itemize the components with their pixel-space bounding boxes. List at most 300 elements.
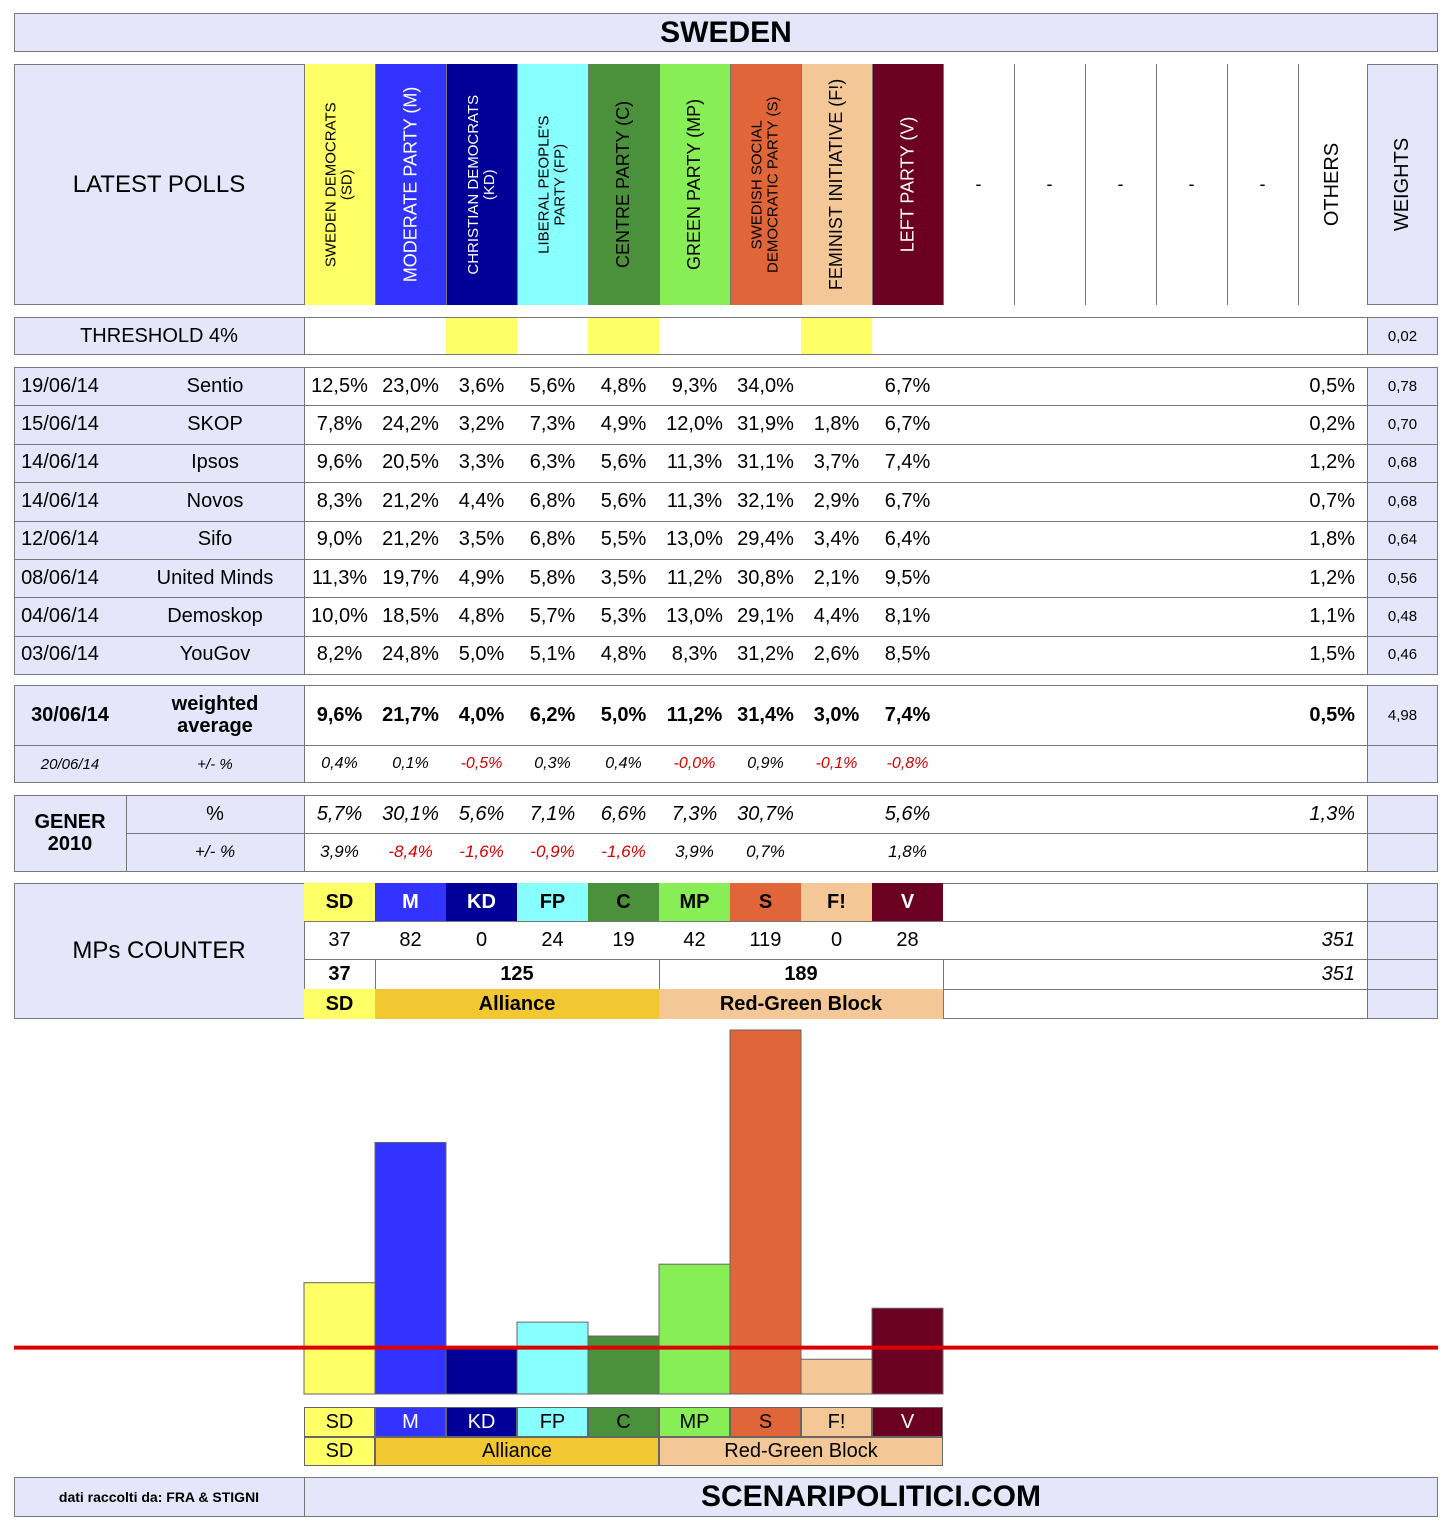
poll-value-sd-text: 9,6% — [316, 451, 363, 474]
poll-pollster — [126, 521, 304, 559]
poll-value-v-text: 6,7% — [884, 413, 931, 436]
legend-sd-text: SD — [325, 1410, 354, 1433]
poll-value-c — [588, 405, 659, 443]
average-change-c-text: 0,4% — [605, 755, 642, 772]
average-value-sd — [304, 685, 375, 745]
blank-header-4-text: - — [1259, 174, 1266, 194]
row-divider — [304, 921, 1438, 922]
poll-value-v — [872, 597, 943, 635]
poll-value-sd-text: 12,5% — [311, 374, 368, 397]
poll-value-c — [588, 367, 659, 405]
party-header-m — [375, 64, 446, 305]
average-value-c-text: 5,0% — [600, 703, 647, 726]
poll-value-mp — [659, 482, 730, 520]
mps-seats-s — [730, 921, 801, 959]
election-value-f — [801, 795, 872, 833]
average-value-mp — [659, 685, 730, 745]
poll-value-v — [872, 405, 943, 443]
poll-pollster — [126, 636, 304, 674]
poll-value-kd — [446, 521, 517, 559]
legend-group-0 — [304, 1437, 375, 1466]
average-change-mp — [659, 745, 730, 783]
mps-seats-v — [872, 921, 943, 959]
mps-seats-s-text: 119 — [749, 928, 782, 951]
poll-value-c-text: 5,6% — [600, 489, 647, 512]
election-change-m-text: -8,4% — [388, 842, 433, 861]
col-divider — [801, 64, 802, 305]
mps-seats-kd — [446, 921, 517, 959]
election-value-sd — [304, 795, 375, 833]
election-change-v — [872, 833, 943, 871]
party-header-v-text: LEFT PARTY (V) — [897, 116, 918, 253]
poll-value-c — [588, 559, 659, 597]
poll-value-mp-text: 12,0% — [666, 413, 723, 436]
average-label-text: weighted average — [171, 693, 259, 737]
poll-value-c-text: 3,5% — [600, 566, 647, 589]
average-weight — [1367, 685, 1438, 745]
party-header-c — [588, 64, 659, 305]
poll-value-v — [872, 521, 943, 559]
party-header-fp-text: LIBERAL PEOPLE'S PARTY (FP) — [535, 115, 569, 254]
party-header-mp — [659, 64, 730, 305]
poll-pollster-text: United Minds — [156, 566, 274, 589]
poll-pollster — [126, 367, 304, 405]
poll-value-fp-text: 6,8% — [529, 489, 576, 512]
poll-value-f — [801, 636, 872, 674]
election-label-text: GENER 2010 — [34, 811, 106, 855]
poll-value-v-text: 7,4% — [884, 451, 931, 474]
poll-value-s — [730, 405, 801, 443]
poll-value-s-text: 29,4% — [737, 528, 794, 551]
poll-date — [14, 482, 106, 520]
election-change-mp-text: 3,9% — [675, 842, 714, 861]
poll-value-s-text: 31,1% — [737, 451, 794, 474]
poll-value-c — [588, 636, 659, 674]
mps-total — [1278, 921, 1367, 959]
poll-value-sd — [304, 597, 375, 635]
poll-value-f — [801, 444, 872, 482]
legend-m-text: M — [402, 1410, 419, 1433]
mps-seats-fp — [517, 921, 588, 959]
mps-seats-sd — [304, 921, 375, 959]
poll-value-kd — [446, 597, 517, 635]
mps-party-v — [872, 883, 943, 921]
col-divider — [659, 64, 660, 305]
election-pct-label-text: % — [206, 802, 224, 825]
mps-party-f-text: F! — [827, 890, 846, 913]
poll-value-sd — [304, 559, 375, 597]
mps-party-c-text: C — [616, 890, 631, 913]
poll-value-m-text: 23,0% — [382, 374, 439, 397]
average-value-kd — [446, 685, 517, 745]
poll-weight-text: 0,46 — [1387, 646, 1418, 664]
poll-date — [14, 367, 106, 405]
poll-value-c-text: 5,3% — [600, 605, 647, 628]
poll-value-c — [588, 597, 659, 635]
party-header-c-text: CENTRE PARTY (C) — [613, 100, 634, 269]
election-change-c — [588, 833, 659, 871]
poll-value-f — [801, 367, 872, 405]
election-change-kd-text: -1,6% — [459, 842, 504, 861]
election-change-fp — [517, 833, 588, 871]
election-value-kd-text: 5,6% — [458, 802, 505, 825]
mps-total-text: 351 — [1321, 928, 1355, 951]
average-date-text: 30/06/14 — [31, 703, 109, 726]
election-change-f — [801, 833, 872, 871]
poll-weight — [1367, 444, 1438, 482]
blank-header-1-text: - — [1046, 174, 1053, 194]
poll-value-kd — [446, 636, 517, 674]
poll-value-v-text: 9,5% — [884, 566, 931, 589]
col-divider — [375, 64, 376, 305]
election-value-m — [375, 795, 446, 833]
poll-value-fp — [517, 367, 588, 405]
mps-seats-c — [588, 921, 659, 959]
poll-weight-text: 0,78 — [1387, 377, 1418, 395]
mps-party-s — [730, 883, 801, 921]
poll-value-sd-text: 10,0% — [311, 605, 368, 628]
bar-kd — [446, 1348, 517, 1394]
poll-pollster-text: YouGov — [179, 643, 251, 666]
mps-seats-fp-text: 24 — [541, 928, 564, 951]
poll-value-s — [730, 636, 801, 674]
mps-party-fp — [517, 883, 588, 921]
poll-value-m-text: 20,5% — [382, 451, 439, 474]
mps-block-name-2-text: Red-Green Block — [719, 992, 883, 1015]
poll-value-fp-text: 5,1% — [529, 643, 576, 666]
poll-value-v — [872, 636, 943, 674]
legend-m — [375, 1407, 446, 1437]
title-text: SWEDEN — [660, 15, 792, 49]
bar-mp — [659, 1264, 730, 1394]
site-text: SCENARIPOLITICI.COM — [700, 1480, 1041, 1513]
poll-pollster — [126, 482, 304, 520]
election-change-sd — [304, 833, 375, 871]
party-header-fp — [517, 64, 588, 305]
poll-value-s-text: 31,9% — [737, 413, 794, 436]
poll-value-mp-text: 11,2% — [666, 566, 723, 589]
mps-block-seats-1 — [375, 959, 659, 989]
election-change-label-text: +/- % — [194, 842, 236, 861]
poll-pollster-text: Novos — [186, 489, 244, 512]
mps-party-m-text: M — [402, 890, 419, 913]
mps-party-fp-text: FP — [539, 890, 566, 913]
poll-others — [1278, 521, 1367, 559]
election-change-kd — [446, 833, 517, 871]
poll-value-m-text: 18,5% — [382, 605, 439, 628]
col-divider — [1085, 64, 1086, 305]
poll-others — [1278, 405, 1367, 443]
poll-value-sd — [304, 636, 375, 674]
poll-value-v-text: 6,7% — [884, 489, 931, 512]
average-change-label — [126, 745, 304, 783]
average-change-kd — [446, 745, 517, 783]
mps-block-total — [1278, 959, 1367, 989]
party-header-mp-text: GREEN PARTY (MP) — [684, 98, 705, 271]
poll-value-f-text: 3,7% — [813, 451, 860, 474]
mps-block-name-2 — [659, 989, 943, 1019]
poll-others-text: 1,2% — [1309, 566, 1355, 589]
poll-value-m-text: 24,8% — [382, 643, 439, 666]
mps-seats-mp-text: 42 — [683, 928, 706, 951]
average-change-f-text: -0,1% — [815, 755, 858, 772]
poll-value-m-text: 21,2% — [382, 528, 439, 551]
poll-value-s — [730, 597, 801, 635]
poll-value-v — [872, 444, 943, 482]
poll-value-fp — [517, 559, 588, 597]
party-header-sd — [304, 64, 375, 305]
average-value-s-text: 31,4% — [737, 703, 794, 726]
threshold-highlight-kd — [446, 318, 517, 354]
threshold-weight-text: 0,02 — [1387, 327, 1418, 345]
mps-block-seats-0 — [304, 959, 375, 989]
mps-party-mp — [659, 883, 730, 921]
mps-seats-sd-text: 37 — [328, 928, 351, 951]
party-header-sd-text: SWEDEN DEMOCRATS (SD) — [322, 102, 356, 267]
election-change-v-text: 1,8% — [888, 842, 927, 861]
average-date — [14, 685, 126, 745]
poll-others-text: 0,7% — [1309, 489, 1355, 512]
election-value-c — [588, 795, 659, 833]
legend-v — [872, 1407, 943, 1437]
poll-value-m-text: 19,7% — [382, 566, 439, 589]
poll-value-kd-text: 4,8% — [458, 605, 505, 628]
poll-date — [14, 597, 106, 635]
legend-s-text: S — [758, 1410, 773, 1433]
poll-value-kd-text: 3,5% — [458, 528, 505, 551]
average-value-mp-text: 11,2% — [666, 703, 723, 726]
poll-value-s — [730, 559, 801, 597]
poll-weight — [1367, 559, 1438, 597]
poll-others-text: 0,2% — [1309, 413, 1355, 436]
poll-value-sd-text: 7,8% — [316, 413, 363, 436]
col-divider — [730, 64, 731, 305]
poll-value-mp — [659, 521, 730, 559]
average-others-text: 0,5% — [1309, 703, 1355, 726]
poll-pollster-text: Sentio — [186, 374, 244, 397]
average-prev-date-text: 20/06/14 — [40, 755, 100, 773]
poll-value-s — [730, 367, 801, 405]
poll-value-m — [375, 559, 446, 597]
poll-weight-text: 0,64 — [1387, 531, 1418, 549]
poll-value-kd — [446, 482, 517, 520]
poll-pollster — [126, 559, 304, 597]
poll-date — [14, 636, 106, 674]
poll-value-s — [730, 521, 801, 559]
poll-value-m — [375, 482, 446, 520]
election-change-c-text: -1,6% — [601, 842, 646, 861]
bar-f — [801, 1359, 872, 1394]
poll-weight-text: 0,70 — [1387, 416, 1418, 434]
blank-header-3 — [1156, 64, 1227, 305]
mps-seats-kd-text: 0 — [475, 928, 488, 951]
poll-value-s-text: 29,1% — [737, 605, 794, 628]
poll-value-mp — [659, 559, 730, 597]
bar-sd — [304, 1283, 375, 1394]
party-header-kd — [446, 64, 517, 305]
poll-date-text: 15/06/14 — [21, 413, 99, 436]
poll-pollster-text: SKOP — [187, 413, 243, 436]
mps-block-name-1 — [375, 989, 659, 1019]
election-change-s — [730, 833, 801, 871]
poll-value-mp — [659, 367, 730, 405]
legend-mp-text: MP — [679, 1410, 710, 1433]
poll-value-sd — [304, 367, 375, 405]
average-change-s — [730, 745, 801, 783]
election-change-fp-text: -0,9% — [530, 842, 575, 861]
poll-value-sd — [304, 521, 375, 559]
poll-value-kd — [446, 444, 517, 482]
average-value-v — [872, 685, 943, 745]
election-change-label — [126, 833, 304, 871]
poll-value-mp-text: 13,0% — [666, 528, 723, 551]
poll-weight — [1367, 367, 1438, 405]
poll-date-text: 12/06/14 — [21, 528, 99, 551]
poll-value-v-text: 6,4% — [884, 528, 931, 551]
poll-others-text: 1,5% — [1309, 643, 1355, 666]
legend-v-text: V — [900, 1410, 915, 1433]
poll-value-m-text: 21,2% — [382, 489, 439, 512]
latest-polls-label: LATEST POLLS — [72, 170, 246, 198]
legend-fp — [517, 1407, 588, 1437]
poll-pollster-text: Demoskop — [167, 605, 263, 628]
average-value-m-text: 21,7% — [382, 703, 439, 726]
poll-value-f-text: 2,6% — [813, 643, 860, 666]
average-change-sd — [304, 745, 375, 783]
mps-block-seats-0-text: 37 — [328, 962, 351, 985]
legend-fp-text: FP — [539, 1410, 566, 1433]
blank-header-0 — [943, 64, 1014, 305]
average-value-kd-text: 4,0% — [458, 703, 505, 726]
mps-party-kd-text: KD — [467, 890, 496, 913]
mps-label-text: MPs COUNTER — [72, 937, 246, 964]
poll-value-f-text: 2,9% — [813, 489, 860, 512]
election-value-sd-text: 5,7% — [316, 802, 363, 825]
poll-date-text: 03/06/14 — [21, 643, 99, 666]
blank-header-4 — [1227, 64, 1298, 305]
poll-pollster — [126, 405, 304, 443]
mps-label — [14, 883, 304, 1019]
party-header-f — [801, 64, 872, 305]
average-value-m — [375, 685, 446, 745]
average-value-fp — [517, 685, 588, 745]
average-change-mp-text: -0,0% — [673, 755, 716, 772]
legend-group-1 — [375, 1437, 659, 1466]
mps-party-mp-text: MP — [679, 890, 710, 913]
poll-others-text: 1,1% — [1309, 605, 1355, 628]
legend-group-2 — [659, 1437, 943, 1466]
average-value-c — [588, 685, 659, 745]
average-value-f-text: 3,0% — [813, 703, 860, 726]
poll-date-text: 19/06/14 — [21, 374, 99, 397]
average-value-s — [730, 685, 801, 745]
poll-value-v-text: 6,7% — [884, 374, 931, 397]
legend-group-2-text: Red-Green Block — [724, 1440, 878, 1462]
poll-value-m — [375, 405, 446, 443]
election-change-m — [375, 833, 446, 871]
col-divider — [1298, 64, 1299, 305]
average-value-sd-text: 9,6% — [316, 703, 363, 726]
legend-group-1-text: Alliance — [481, 1440, 553, 1462]
bar-m — [375, 1142, 446, 1394]
party-header-f-text: FEMINIST INITIATIVE (F!) — [826, 78, 847, 291]
election-value-v-text: 5,6% — [884, 802, 931, 825]
average-change-m-text: 0,1% — [392, 755, 429, 772]
party-header-s-text: SWEDISH SOCIAL DEMOCRATIC PARTY (S) — [748, 96, 782, 273]
poll-others — [1278, 559, 1367, 597]
poll-value-c-text: 5,6% — [600, 451, 647, 474]
party-header-kd-text: CHRISTIAN DEMOCRATS (KD) — [464, 94, 498, 275]
poll-value-fp-text: 5,6% — [529, 374, 576, 397]
poll-value-m — [375, 597, 446, 635]
poll-value-m — [375, 444, 446, 482]
bar-v — [872, 1308, 943, 1394]
election-value-fp-text: 7,1% — [529, 802, 576, 825]
poll-others — [1278, 636, 1367, 674]
legend-s — [730, 1407, 801, 1437]
poll-weight — [1367, 636, 1438, 674]
mps-block-seats-2 — [659, 959, 943, 989]
party-header-v — [872, 64, 943, 305]
poll-others-text: 1,2% — [1309, 451, 1355, 474]
threshold-label: THRESHOLD 4% — [80, 324, 238, 347]
poll-weight — [1367, 405, 1438, 443]
col-divider — [872, 64, 873, 305]
legend-mp — [659, 1407, 730, 1437]
poll-value-mp — [659, 405, 730, 443]
mps-seats-mp — [659, 921, 730, 959]
poll-pollster — [126, 444, 304, 482]
mps-seats-f-text: 0 — [830, 928, 843, 951]
poll-value-sd-text: 11,3% — [311, 566, 368, 589]
election-value-v — [872, 795, 943, 833]
poll-value-fp-text: 6,3% — [529, 451, 576, 474]
poll-value-sd-text: 8,2% — [316, 643, 363, 666]
poll-value-kd — [446, 405, 517, 443]
poll-value-f — [801, 521, 872, 559]
poll-value-f — [801, 482, 872, 520]
poll-value-s-text: 32,1% — [737, 489, 794, 512]
poll-value-sd-text: 9,0% — [316, 528, 363, 551]
poll-others — [1278, 597, 1367, 635]
average-value-f — [801, 685, 872, 745]
blank-header-1 — [1014, 64, 1085, 305]
party-header-m-text: MODERATE PARTY (M) — [400, 86, 421, 283]
election-change-mp — [659, 833, 730, 871]
poll-value-s-text: 31,2% — [737, 643, 794, 666]
average-change-v-text: -0,8% — [886, 755, 929, 772]
poll-value-sd — [304, 482, 375, 520]
others-header — [1298, 64, 1367, 305]
poll-pollster-text: Sifo — [197, 528, 233, 551]
poll-value-c — [588, 482, 659, 520]
average-change-c — [588, 745, 659, 783]
poll-weight — [1367, 521, 1438, 559]
legend-kd-text: KD — [467, 1410, 496, 1433]
mps-seats-c-text: 19 — [612, 928, 635, 951]
average-change-label-text: +/- % — [197, 755, 233, 773]
poll-value-mp — [659, 444, 730, 482]
poll-value-c — [588, 521, 659, 559]
average-change-v — [872, 745, 943, 783]
threshold-highlight-f! — [801, 318, 872, 354]
poll-value-fp — [517, 597, 588, 635]
legend-sd — [304, 1407, 375, 1437]
poll-value-f — [801, 597, 872, 635]
col-divider — [1367, 64, 1368, 305]
mps-party-c — [588, 883, 659, 921]
poll-value-fp-text: 6,8% — [529, 528, 576, 551]
